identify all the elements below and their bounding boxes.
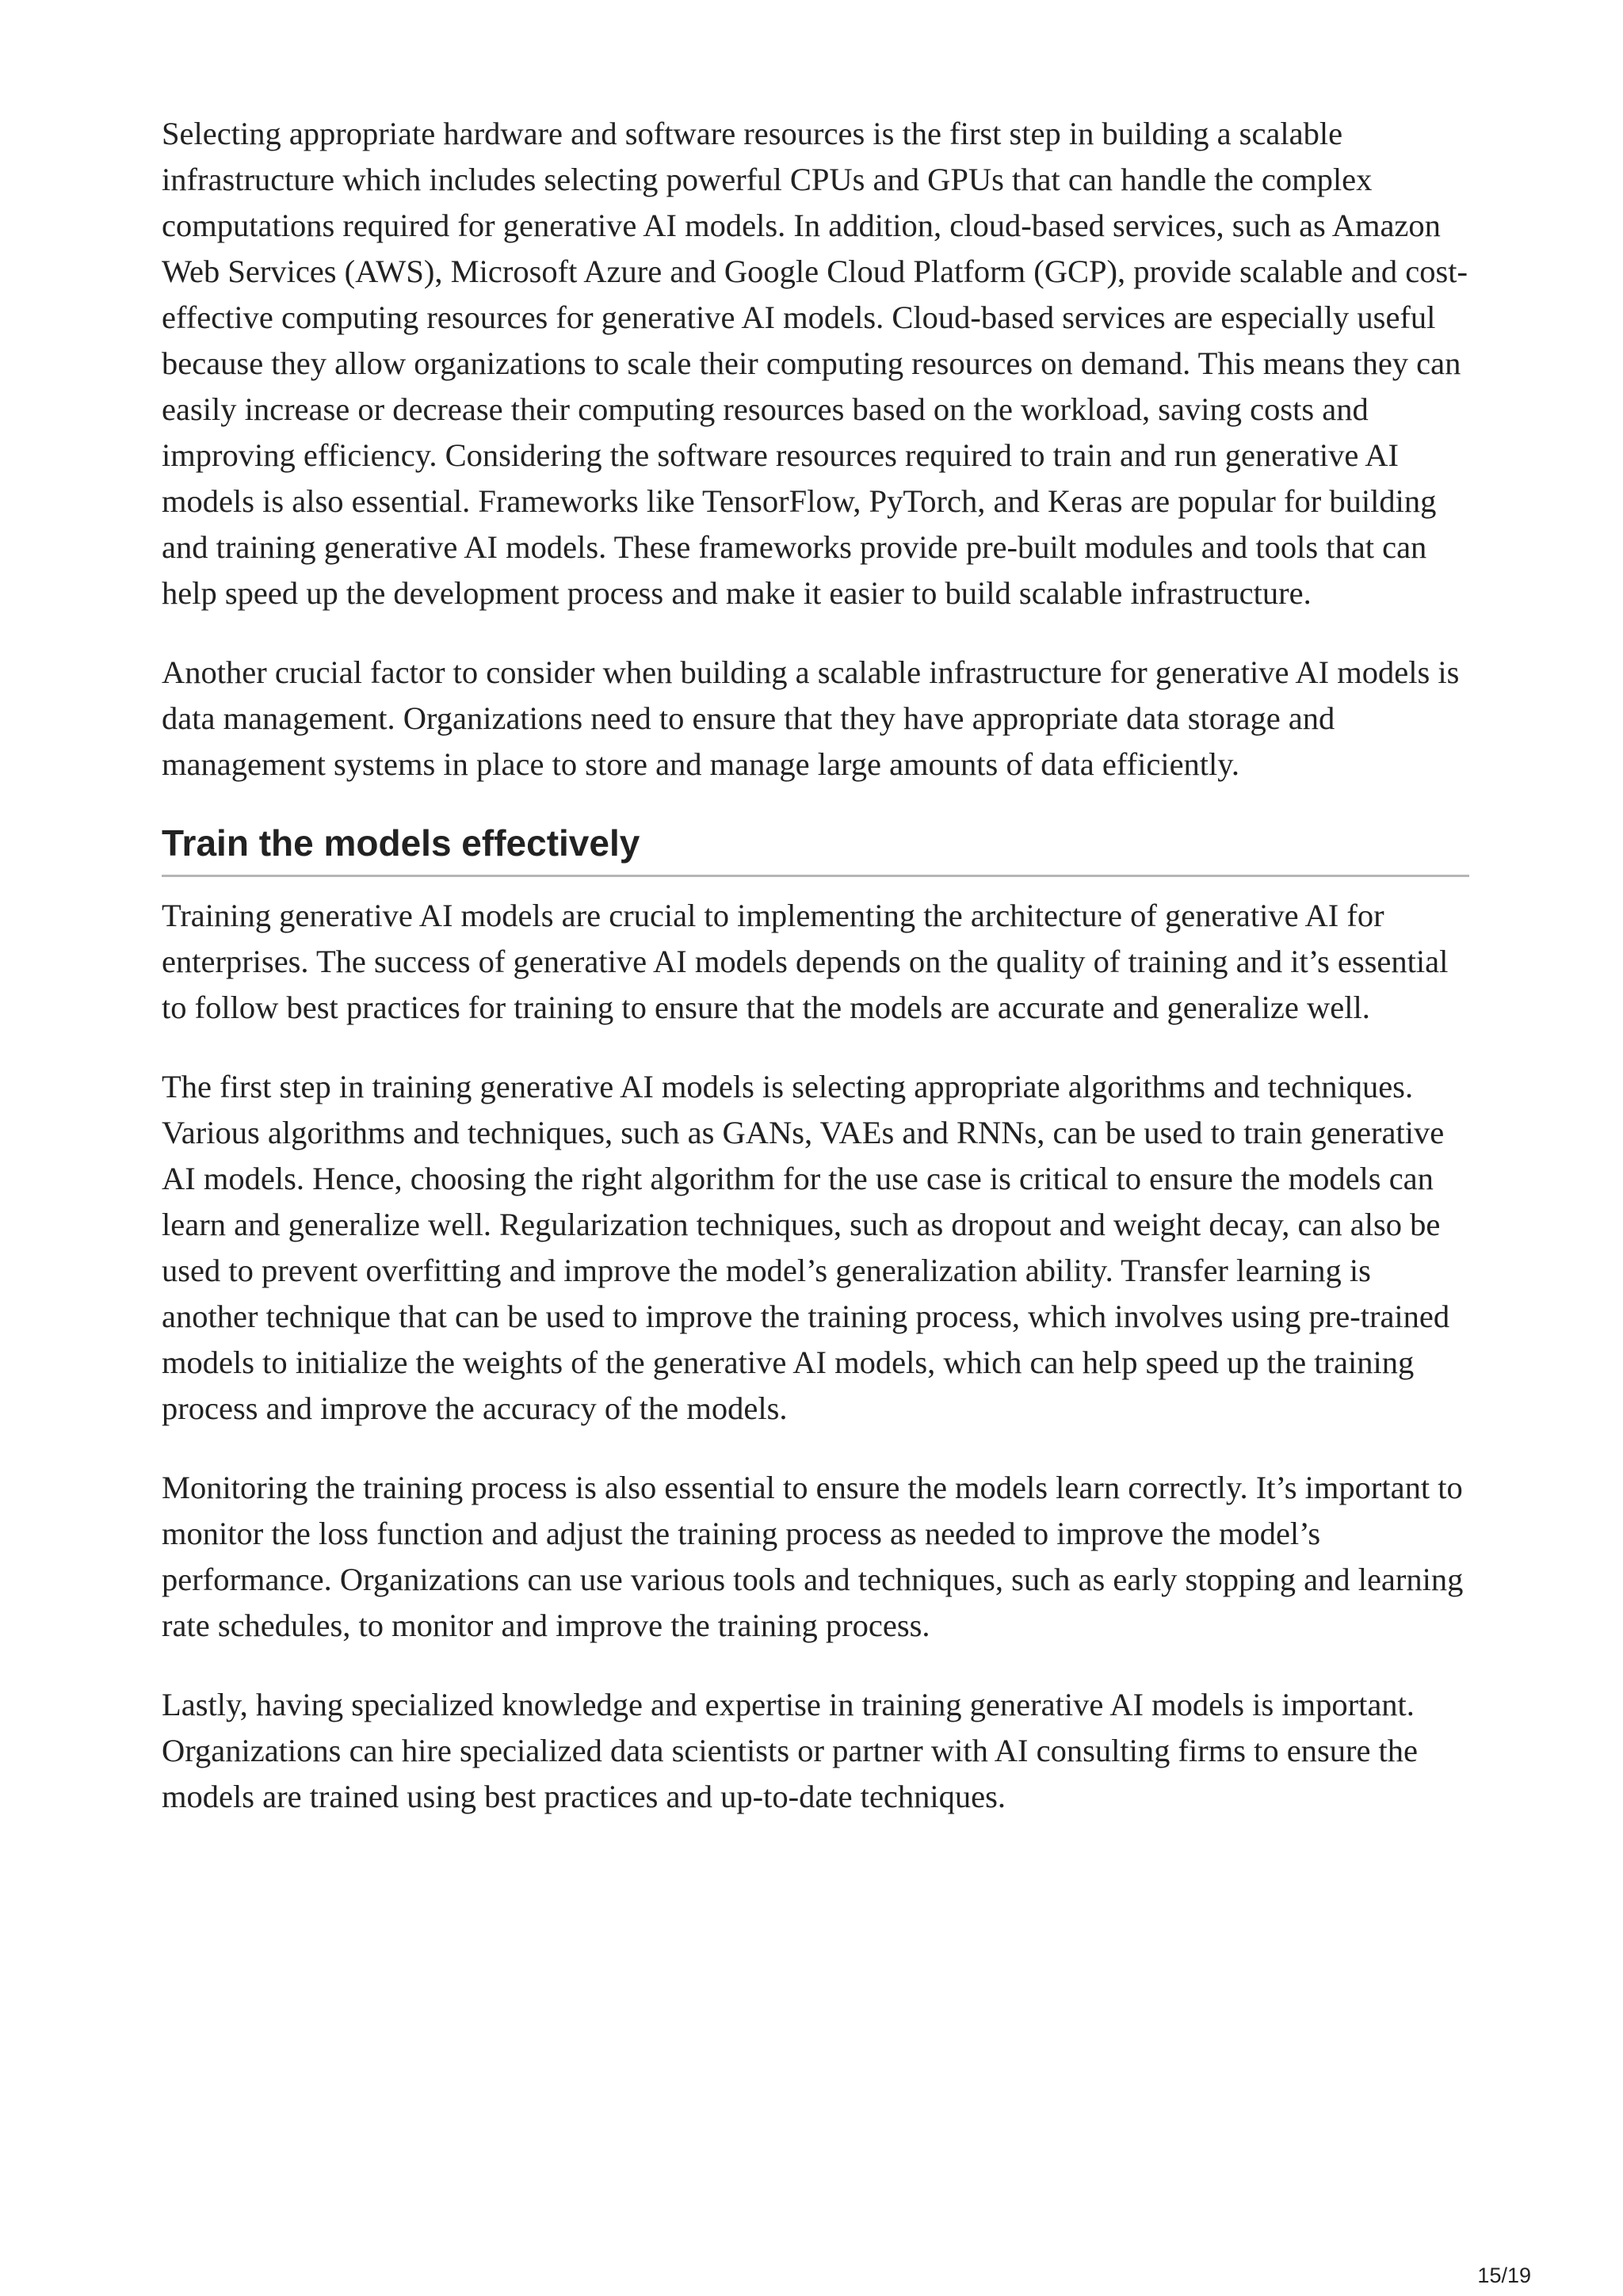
page-number: 15/19	[1477, 2264, 1531, 2287]
paragraph-infrastructure-resources: Selecting appropriate hardware and software resources is the first step in building a scalable infrastructure which includes selecting powerful CPUs and GPUs that can handle the complex computations required for generative AI models. In addition, cloud-based services, such as Amazon Web Services (AWS), Microsoft Azure and Google Cloud Platform (GCP), provide scalable and cost-effective computing resources for generative AI models. Cloud-based services are especially useful because they allow organizations to scale their computing resources on demand. This means they can easily increase or decrease their computing resources based on the workload, saving costs and improving efficiency. Considering the software resources required to train and run generative AI models is also essential. Frameworks like TensorFlow, PyTorch, and Keras are popular for building and training generative AI models. These frameworks provide pre-built modules and tools that can help speed up the development process and make it easier to build scalable infrastructure.	[162, 116, 1468, 611]
section-heading-block	[162, 821, 1469, 877]
paragraph-monitoring: Monitoring the training process is also essential to ensure the models learn correctly. It’s important to monitor the loss function and adjust the training process as needed to improve the model’s performance. Organizations can use various tools and techniques, such as early stopping and learning rate schedules, to monitor and improve the training process.	[162, 1470, 1464, 1643]
paragraph-algorithms-techniques: The first step in training generative AI models is selecting appropriate algorithms and techniques. Various algorithms and techniques, such as GANs, VAEs and RNNs, can be used to train generative AI models. Hence, choosing the right algorithm for the use case is critical to ensure the models can learn and generalize well. Regularization techniques, such as dropout and weight decay, can also be used to prevent overfitting and improve the model’s generalization ability. Transfer learning is another technique that can be used to improve the training process, which involves using pre-trained models to initialize the weights of the generative AI models, which can help speed up the training process and improve the accuracy of the models.	[162, 1069, 1450, 1426]
paragraph-expertise: Lastly, having specialized knowledge and expertise in training generative AI models is important. Organizations can hire specialized data scientists or partner with AI consulting firms to ensure the models are trained using best practices and up-to-date techniques.	[162, 1687, 1419, 1814]
section-heading: Train the models effectively	[162, 822, 640, 864]
article-body	[162, 111, 1469, 1853]
paragraph-data-management: Another crucial factor to consider when building a scalable infrastructure for generative AI models is data management. Organizations need to ensure that they have appropriate data storage and management systems in place to store and manage large amounts of data efficiently.	[162, 654, 1460, 782]
paragraph-training-importance: Training generative AI models are crucial to implementing the architecture of generative AI for enterprises. The success of generative AI models depends on the quality of training and it’s essential to follow best practices for training to ensure that the models are accurate and generalize well.	[162, 898, 1449, 1025]
